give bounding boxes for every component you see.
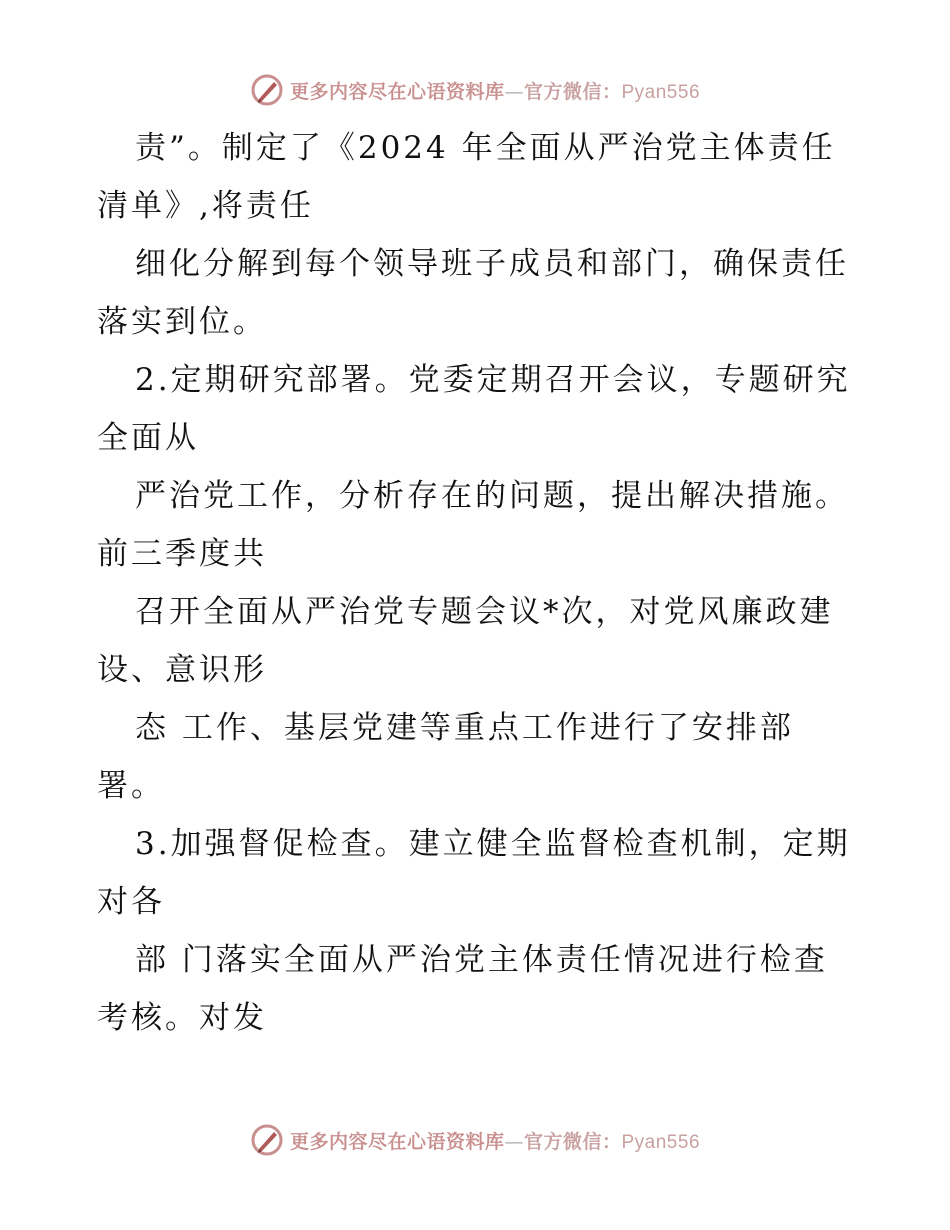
pen-logo-icon bbox=[250, 73, 284, 107]
text-line: 全面从 bbox=[97, 420, 199, 456]
text-line: 召开全面从严治党专题会议*次，对党风廉政建 bbox=[135, 594, 834, 630]
watermark-id: Pyan556 bbox=[621, 1131, 701, 1153]
text-line: 考核。对发 bbox=[97, 1000, 267, 1036]
text-line: 落实到位。 bbox=[97, 304, 267, 340]
watermark-separator: — bbox=[504, 80, 524, 103]
text-line: 清单》,将责任 bbox=[97, 188, 314, 224]
pen-logo-icon bbox=[250, 1123, 284, 1157]
text-line: 2.定期研究部署。党委定期召开会议，专题研究 bbox=[135, 362, 851, 398]
footer-watermark bbox=[0, 1120, 950, 1160]
text-line: 严治党工作，分析存在的问题，提出解决措施。 bbox=[135, 478, 849, 514]
watermark-brand: 更多内容尽在心语资料库 bbox=[289, 1130, 505, 1153]
watermark-official: 官方微信： bbox=[523, 1130, 622, 1153]
text-line: 责”。制定了《2024 年全面从严治党主体责任 bbox=[135, 130, 836, 166]
watermark-text bbox=[290, 1127, 700, 1154]
watermark-official: 官方微信： bbox=[523, 80, 622, 103]
watermark-text bbox=[290, 77, 700, 104]
header-watermark bbox=[0, 70, 950, 110]
text-line: 设、意识形 bbox=[97, 652, 267, 688]
watermark-id: Pyan556 bbox=[621, 81, 701, 103]
text-line: 署。 bbox=[97, 768, 165, 804]
text-line: 细化分解到每个领导班子成员和部门，确保责任 bbox=[135, 246, 849, 282]
watermark-separator: — bbox=[504, 1130, 524, 1153]
watermark-brand: 更多内容尽在心语资料库 bbox=[289, 80, 505, 103]
text-line: 前三季度共 bbox=[97, 536, 267, 572]
text-line: 态 工作、基层党建等重点工作进行了安排部 bbox=[135, 710, 794, 746]
text-line: 部 门落实全面从严治党主体责任情况进行检查 bbox=[135, 942, 828, 978]
text-line: 3.加强督促检查。建立健全监督检查机制，定期 bbox=[135, 826, 851, 862]
text-line: 对各 bbox=[97, 884, 165, 920]
